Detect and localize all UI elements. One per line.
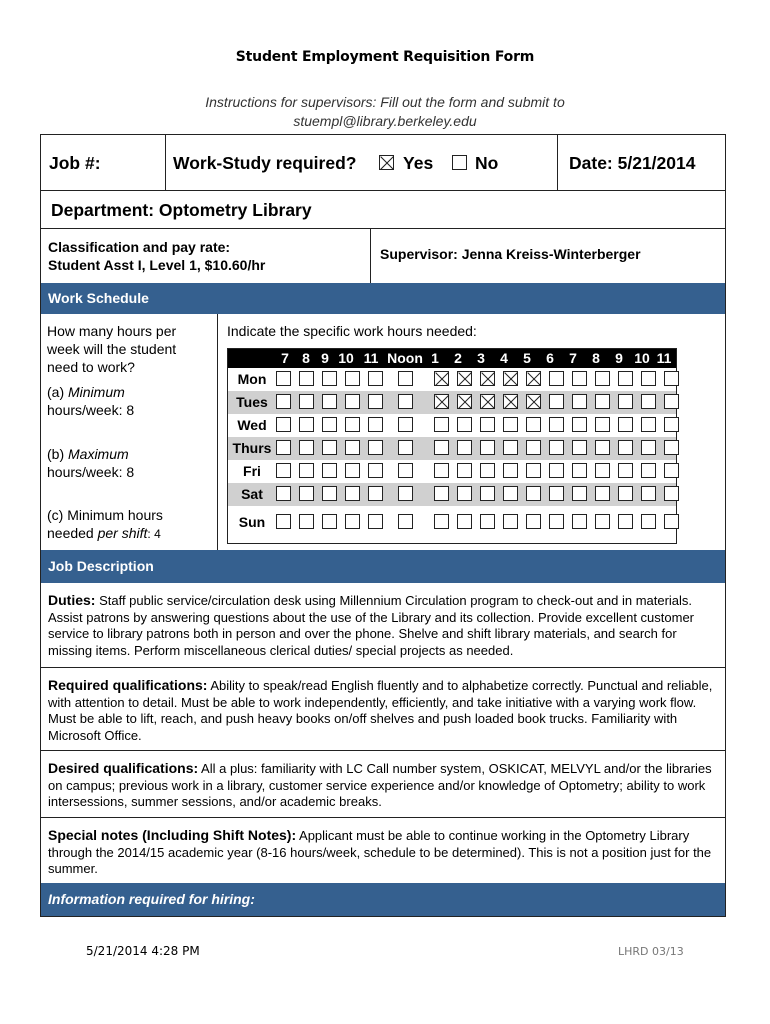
hour-header-5: Noon	[387, 350, 423, 366]
hour-checkbox-sat-4[interactable]	[368, 486, 383, 501]
hour-checkbox-thurs-9[interactable]	[503, 440, 518, 455]
schedule-row-sun	[228, 506, 676, 542]
hour-checkbox-sun-0[interactable]	[276, 514, 291, 529]
hour-checkbox-thurs-12[interactable]	[572, 440, 587, 455]
work-study-label: Work-Study required?	[173, 153, 357, 173]
work-study-no-checkbox[interactable]	[452, 155, 467, 170]
day-label-tues: Tues	[236, 394, 268, 410]
special-notes-body: Applicant must be able to continue working in the Optometry Library through the 2014/15 academic year (8-16 hours/week, schedule to be determined). This is not a position just for the summer.	[48, 828, 712, 876]
job-number-label: Job #:	[49, 153, 101, 173]
hour-header-16: 11	[656, 350, 672, 366]
hour-checkbox-mon-14[interactable]	[618, 371, 633, 386]
hour-header-0: 7	[281, 350, 289, 366]
hour-checkbox-sun-7[interactable]	[457, 514, 472, 529]
hour-checkbox-sat-5[interactable]	[398, 486, 413, 501]
maximum-hours-label: Maximum	[68, 446, 129, 462]
minimum-shift-line-1: (c) Minimum hours	[47, 507, 163, 523]
hour-checkbox-wed-15[interactable]	[641, 417, 656, 432]
hour-checkbox-sat-10[interactable]	[526, 486, 541, 501]
instructions	[0, 93, 770, 131]
required-qualifications-section	[41, 667, 725, 750]
work-schedule-heading	[41, 283, 725, 314]
hour-checkbox-wed-10[interactable]	[526, 417, 541, 432]
classification-row	[41, 228, 725, 283]
hour-checkbox-tues-8[interactable]	[480, 394, 495, 409]
hour-checkbox-mon-9[interactable]	[503, 371, 518, 386]
schedule-row-thurs	[228, 437, 676, 460]
hour-checkbox-sun-9[interactable]	[503, 514, 518, 529]
hour-checkbox-sat-0[interactable]	[276, 486, 291, 501]
hour-header-12: 7	[569, 350, 577, 366]
hour-checkbox-tues-15[interactable]	[641, 394, 656, 409]
hour-checkbox-tues-2[interactable]	[322, 394, 337, 409]
hour-checkbox-thurs-10[interactable]	[526, 440, 541, 455]
day-label-sat: Sat	[241, 486, 263, 502]
schedule-hours-header	[228, 349, 676, 368]
job-description-heading-text: Job Description	[48, 558, 154, 574]
hour-checkbox-tues-0[interactable]	[276, 394, 291, 409]
hour-checkbox-tues-10[interactable]	[526, 394, 541, 409]
hour-checkbox-sun-14[interactable]	[618, 514, 633, 529]
hour-header-4: 11	[363, 350, 379, 366]
hour-checkbox-tues-3[interactable]	[345, 394, 360, 409]
instructions-line-1: Instructions for supervisors: Fill out the form and submit to	[205, 94, 565, 110]
hour-checkbox-thurs-8[interactable]	[480, 440, 495, 455]
hour-checkbox-sat-7[interactable]	[457, 486, 472, 501]
hour-checkbox-mon-7[interactable]	[457, 371, 472, 386]
hour-checkbox-fri-13[interactable]	[595, 463, 610, 478]
day-label-sun: Sun	[238, 514, 266, 530]
hour-checkbox-wed-0[interactable]	[276, 417, 291, 432]
hour-header-6: 1	[431, 350, 439, 366]
work-study-no-label: No	[475, 153, 499, 173]
day-label-wed: Wed	[237, 417, 267, 433]
hour-checkbox-sat-9[interactable]	[503, 486, 518, 501]
hour-checkbox-wed-9[interactable]	[503, 417, 518, 432]
hour-checkbox-fri-14[interactable]	[618, 463, 633, 478]
hour-checkbox-thurs-3[interactable]	[345, 440, 360, 455]
minimum-shift-label: per shift	[97, 525, 148, 541]
hour-checkbox-wed-8[interactable]	[480, 417, 495, 432]
hour-checkbox-fri-15[interactable]	[641, 463, 656, 478]
hour-checkbox-fri-6[interactable]	[434, 463, 449, 478]
maximum-hours	[47, 445, 134, 481]
hour-checkbox-wed-11[interactable]	[549, 417, 564, 432]
hour-checkbox-sat-15[interactable]	[641, 486, 656, 501]
form-title: Student Employment Requisition Form	[235, 49, 535, 65]
hour-checkbox-sat-13[interactable]	[595, 486, 610, 501]
hour-checkbox-fri-3[interactable]	[345, 463, 360, 478]
department-row	[41, 190, 725, 228]
job-description-heading	[41, 550, 725, 583]
hour-checkbox-tues-12[interactable]	[572, 394, 587, 409]
hour-checkbox-tues-9[interactable]	[503, 394, 518, 409]
special-notes-label: Special notes (Including Shift Notes):	[48, 827, 297, 843]
hour-checkbox-mon-1[interactable]	[299, 371, 314, 386]
hour-checkbox-wed-3[interactable]	[345, 417, 360, 432]
hour-checkbox-tues-1[interactable]	[299, 394, 314, 409]
desired-qualifications-text	[48, 760, 720, 811]
hour-checkbox-fri-5[interactable]	[398, 463, 413, 478]
required-qualifications-body: Ability to speak/read English fluently and to alphabetize correctly. Punctual and reliable, with attention to detail. Must be able to work independently, efficiently, and take initiative with a varying work flow. Must be able to lift, reach, and push heavy books on/off shelves and push loaded book trucks. Familiarity with Microsoft Office.	[48, 678, 713, 743]
minimum-shift-prefix: needed	[47, 525, 98, 541]
schedule-grid	[227, 348, 677, 544]
hour-checkbox-sat-14[interactable]	[618, 486, 633, 501]
hour-checkbox-mon-8[interactable]	[480, 371, 495, 386]
hour-checkbox-thurs-4[interactable]	[368, 440, 383, 455]
required-qualifications-text	[48, 677, 720, 744]
hour-checkbox-thurs-16[interactable]	[664, 440, 679, 455]
hour-checkbox-sun-6[interactable]	[434, 514, 449, 529]
hour-header-11: 6	[546, 350, 554, 366]
hour-checkbox-mon-0[interactable]	[276, 371, 291, 386]
hour-header-1: 8	[302, 350, 310, 366]
hour-checkbox-sun-1[interactable]	[299, 514, 314, 529]
hour-checkbox-sun-2[interactable]	[322, 514, 337, 529]
hour-header-15: 10	[634, 350, 650, 366]
work-study-yes-label: Yes	[403, 153, 434, 173]
hours-question-line-3: need to work?	[47, 359, 135, 375]
hour-checkbox-fri-2[interactable]	[322, 463, 337, 478]
day-label-mon: Mon	[237, 371, 267, 387]
hour-checkbox-sat-12[interactable]	[572, 486, 587, 501]
hour-checkbox-tues-14[interactable]	[618, 394, 633, 409]
hour-checkbox-mon-3[interactable]	[345, 371, 360, 386]
duties-label: Duties:	[48, 592, 96, 608]
hour-checkbox-mon-13[interactable]	[595, 371, 610, 386]
hour-checkbox-sun-4[interactable]	[368, 514, 383, 529]
hiring-info-heading-text: Information required for hiring:	[48, 891, 255, 907]
hour-checkbox-tues-16[interactable]	[664, 394, 679, 409]
hour-checkbox-wed-5[interactable]	[398, 417, 413, 432]
hour-checkbox-thurs-5[interactable]	[398, 440, 413, 455]
maximum-hours-value: hours/week: 8	[47, 464, 135, 480]
hour-header-2: 9	[321, 350, 329, 366]
day-label-thurs: Thurs	[232, 440, 272, 456]
hour-checkbox-mon-15[interactable]	[641, 371, 656, 386]
desired-qualifications-body: All a plus: familiarity with LC Call number system, OSKICAT, MELVYL and/or the libraries on campus; previous work in a library, customer service experience and/or knowledge of Optometry; ability to work intersessions, summer sessions, and/or academic breaks.	[48, 761, 712, 809]
special-notes-text	[48, 827, 720, 878]
hour-checkbox-wed-13[interactable]	[595, 417, 610, 432]
work-schedule-body	[41, 314, 725, 550]
minimum-hours	[47, 383, 134, 419]
minimum-hours-label: Minimum	[68, 384, 125, 400]
schedule-row-wed	[228, 414, 676, 437]
hour-checkbox-mon-16[interactable]	[664, 371, 679, 386]
hour-checkbox-mon-11[interactable]	[549, 371, 564, 386]
date-field: Date: 5/21/2014	[569, 153, 696, 173]
hour-checkbox-sat-3[interactable]	[345, 486, 360, 501]
hour-checkbox-wed-2[interactable]	[322, 417, 337, 432]
hour-checkbox-sat-6[interactable]	[434, 486, 449, 501]
hour-checkbox-sun-15[interactable]	[641, 514, 656, 529]
hour-checkbox-fri-8[interactable]	[480, 463, 495, 478]
maximum-hours-prefix: (b)	[47, 446, 68, 462]
hour-checkbox-sat-1[interactable]	[299, 486, 314, 501]
hour-checkbox-thurs-0[interactable]	[276, 440, 291, 455]
specific-hours-instruction: Indicate the specific work hours needed:	[227, 323, 477, 339]
hour-checkbox-sun-12[interactable]	[572, 514, 587, 529]
hour-checkbox-wed-1[interactable]	[299, 417, 314, 432]
footer-timestamp: 5/21/2014 4:28 PM	[86, 944, 200, 958]
schedule-row-fri	[228, 460, 676, 483]
classification-field	[48, 238, 265, 274]
minimum-shift-value: : 4	[147, 527, 161, 541]
hour-header-10: 5	[523, 350, 531, 366]
hiring-info-heading	[41, 883, 725, 916]
requisition-form	[40, 134, 726, 917]
special-notes-section	[41, 817, 725, 883]
hour-checkbox-thurs-6[interactable]	[434, 440, 449, 455]
hour-checkbox-tues-6[interactable]	[434, 394, 449, 409]
hours-question-line-2: week will the student	[47, 341, 177, 357]
footer-form-code: LHRD 03/13	[618, 945, 684, 958]
hour-checkbox-tues-5[interactable]	[398, 394, 413, 409]
work-schedule-heading-text: Work Schedule	[48, 290, 149, 306]
schedule-row-mon	[228, 368, 676, 391]
required-qualifications-label: Required qualifications:	[48, 677, 208, 693]
header-row	[41, 135, 725, 190]
hour-checkbox-sun-13[interactable]	[595, 514, 610, 529]
hour-checkbox-mon-5[interactable]	[398, 371, 413, 386]
hour-checkbox-wed-14[interactable]	[618, 417, 633, 432]
schedule-row-tues	[228, 391, 676, 414]
hour-checkbox-sun-11[interactable]	[549, 514, 564, 529]
hour-checkbox-mon-2[interactable]	[322, 371, 337, 386]
hour-checkbox-fri-1[interactable]	[299, 463, 314, 478]
hours-question-line-1: How many hours per	[47, 323, 177, 339]
hour-checkbox-sun-8[interactable]	[480, 514, 495, 529]
hour-checkbox-sat-8[interactable]	[480, 486, 495, 501]
duties-body: Staff public service/circulation desk using Millennium Circulation program to check-out and in materials. Assist patrons by answering questions about the use of the Library and its collection. Provide excellent customer service to library patrons both in person and over the phone. Shelve and shift library materials, and search for missing items. Perform miscellaneous clerical duties/ special projects as needed.	[48, 593, 695, 658]
hour-checkbox-fri-10[interactable]	[526, 463, 541, 478]
hour-checkbox-sun-16[interactable]	[664, 514, 679, 529]
hour-header-13: 8	[592, 350, 600, 366]
hour-checkbox-thurs-7[interactable]	[457, 440, 472, 455]
minimum-shift-hours	[47, 506, 163, 543]
department-field: Department: Optometry Library	[51, 200, 312, 220]
classification-label: Classification and pay rate:	[48, 239, 231, 255]
hour-checkbox-wed-6[interactable]	[434, 417, 449, 432]
hour-checkbox-thurs-2[interactable]	[322, 440, 337, 455]
hour-checkbox-wed-12[interactable]	[572, 417, 587, 432]
hour-header-8: 3	[477, 350, 485, 366]
hour-checkbox-wed-7[interactable]	[457, 417, 472, 432]
hour-header-7: 2	[454, 350, 462, 366]
hour-checkbox-mon-10[interactable]	[526, 371, 541, 386]
hour-checkbox-wed-16[interactable]	[664, 417, 679, 432]
hour-checkbox-mon-4[interactable]	[368, 371, 383, 386]
hour-checkbox-sat-2[interactable]	[322, 486, 337, 501]
hour-checkbox-fri-12[interactable]	[572, 463, 587, 478]
hours-question	[47, 322, 212, 376]
work-study-yes-checkbox[interactable]	[379, 155, 394, 170]
hour-checkbox-thurs-13[interactable]	[595, 440, 610, 455]
hour-checkbox-fri-16[interactable]	[664, 463, 679, 478]
hour-checkbox-mon-12[interactable]	[572, 371, 587, 386]
hour-checkbox-tues-13[interactable]	[595, 394, 610, 409]
hour-checkbox-thurs-1[interactable]	[299, 440, 314, 455]
hour-checkbox-sun-5[interactable]	[398, 514, 413, 529]
hour-header-3: 10	[338, 350, 354, 366]
minimum-hours-prefix: (a)	[47, 384, 68, 400]
classification-value: Student Asst I, Level 1, $10.60/hr	[48, 257, 266, 273]
hour-header-9: 4	[500, 350, 508, 366]
hour-checkbox-thurs-14[interactable]	[618, 440, 633, 455]
hour-checkbox-thurs-15[interactable]	[641, 440, 656, 455]
hour-checkbox-wed-4[interactable]	[368, 417, 383, 432]
hour-checkbox-sat-16[interactable]	[664, 486, 679, 501]
hour-checkbox-fri-4[interactable]	[368, 463, 383, 478]
instructions-email: stuempl@library.berkeley.edu	[293, 113, 477, 129]
supervisor-field: Supervisor: Jenna Kreiss-Winterberger	[380, 246, 641, 262]
hour-checkbox-fri-9[interactable]	[503, 463, 518, 478]
hour-checkbox-fri-11[interactable]	[549, 463, 564, 478]
hour-checkbox-tues-11[interactable]	[549, 394, 564, 409]
hour-checkbox-sun-10[interactable]	[526, 514, 541, 529]
hour-checkbox-thurs-11[interactable]	[549, 440, 564, 455]
minimum-hours-value: hours/week: 8	[47, 402, 135, 418]
hour-checkbox-sun-3[interactable]	[345, 514, 360, 529]
duties-section	[41, 583, 725, 667]
duties-text	[48, 592, 720, 659]
desired-qualifications-section	[41, 750, 725, 817]
hour-checkbox-tues-7[interactable]	[457, 394, 472, 409]
hour-checkbox-mon-6[interactable]	[434, 371, 449, 386]
hour-checkbox-fri-0[interactable]	[276, 463, 291, 478]
hour-checkbox-fri-7[interactable]	[457, 463, 472, 478]
desired-qualifications-label: Desired qualifications:	[48, 760, 199, 776]
schedule-row-sat	[228, 483, 676, 506]
hour-checkbox-tues-4[interactable]	[368, 394, 383, 409]
hour-checkbox-sat-11[interactable]	[549, 486, 564, 501]
day-label-fri: Fri	[243, 463, 261, 479]
hour-header-14: 9	[615, 350, 623, 366]
